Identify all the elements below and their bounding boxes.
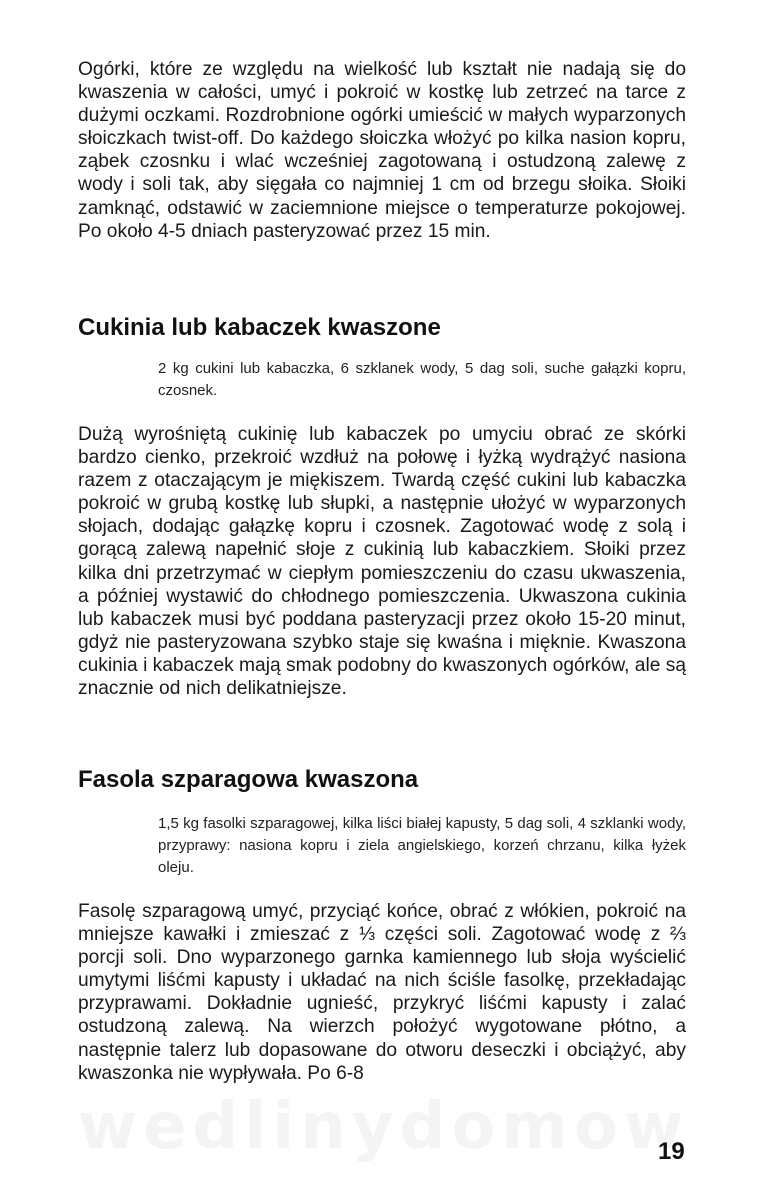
recipe-ingredients-zucchini: 2 kg cukini lub kabaczka, 6 szklanek wody, 5 dag soli, suche gałązki kopru, czosnek.	[158, 360, 686, 399]
recipe-method-green-beans: Fasolę szparagową umyć, przyciąć końce, obrać z włókien, pokroić na mniejsze kawałki i zmieszać z ⅓ części soli. Zagotować wodę z ⅔ porcji soli. Dno wyparzonego garnka kamiennego lub słoja wyścielić umytymi liśćmi kapusty i układać na nich ściśle fasolkę, przekładając przyprawami. Dokładnie ugnieść, przykryć liśćmi kapusty i zalać ostudzoną zalewą. Na wierzch położyć wygotowane płótno, a następnie talerz lub dopasowane do otworu deseczki i obciążyć, aby kwaszonka nie wypływała. Po 6-8	[78, 901, 686, 1084]
recipe-ingredients-green-beans: 1,5 kg fasolki szparagowej, kilka liści białej kapusty, 5 dag soli, 4 szklanki wody, przyprawy: nasiona kopru i ziela angielskiego, korzeń chrzanu, kilka łyżek oleju.	[158, 815, 686, 876]
intro-paragraph: Ogórki, które ze względu na wielkość lub kształt nie nadają się do kwaszenia w całości, umyć i pokroić w kostkę lub zetrzeć na tarce z dużymi oczkami. Rozdrobnione ogórki umieścić w małych wyparzonych słoiczkach twist-off. Do każdego słoiczka włożyć po kilka nasion kopru, ząbek czosnku i wlać wcześniej zagotowaną i ostudzoną zalewę z wody i soli tak, aby sięgała co najmniej 1 cm od brzegu słoika. Słoiki zamknąć, odstawić w zaciemnione miejsce o temperaturze pokojowej. Po około 4-5 dniach pasteryzować przez 15 min.	[78, 59, 686, 242]
site-watermark	[78, 1092, 688, 1162]
page-number: 19	[658, 1138, 685, 1165]
recipe-method-zucchini: Dużą wyrośniętą cukinię lub kabaczek po umyciu obrać ze skórki bardzo cienko, przekroić wzdłuż na połowę i łyżką wydrążyć nasiona razem z otaczającym je miękiszem. Twardą część cukini lub kabaczka pokroić w grubą kostkę lub słupki, a następnie ułożyć w wyparzonych słojach, dodając gałązkę kopru i czosnek. Zagotować wodę z solą i gorącą zalewą napełnić słoje z cukinią lub kabaczkiem. Słoiki przez kilka dni przetrzymać w ciepłym pomieszczeniu do czasu ukwaszenia, a później wystawić do chłodnego pomieszczenia. Ukwaszona cukinia lub kabaczek musi być poddana pasteryzacji przez około 15-20 minut, gdyż nie pasteryzowana szybko staje się kwaśna i mięknie. Kwaszona cukinia i kabaczek mają smak podobny do kwaszonych ogórków, ale są znacznie od nich delikatniejsze.	[78, 424, 686, 700]
recipe-title-green-beans: Fasola szparagowa kwaszona	[78, 766, 419, 793]
recipe-title-zucchini: Cukinia lub kabaczek kwaszone	[78, 314, 441, 341]
